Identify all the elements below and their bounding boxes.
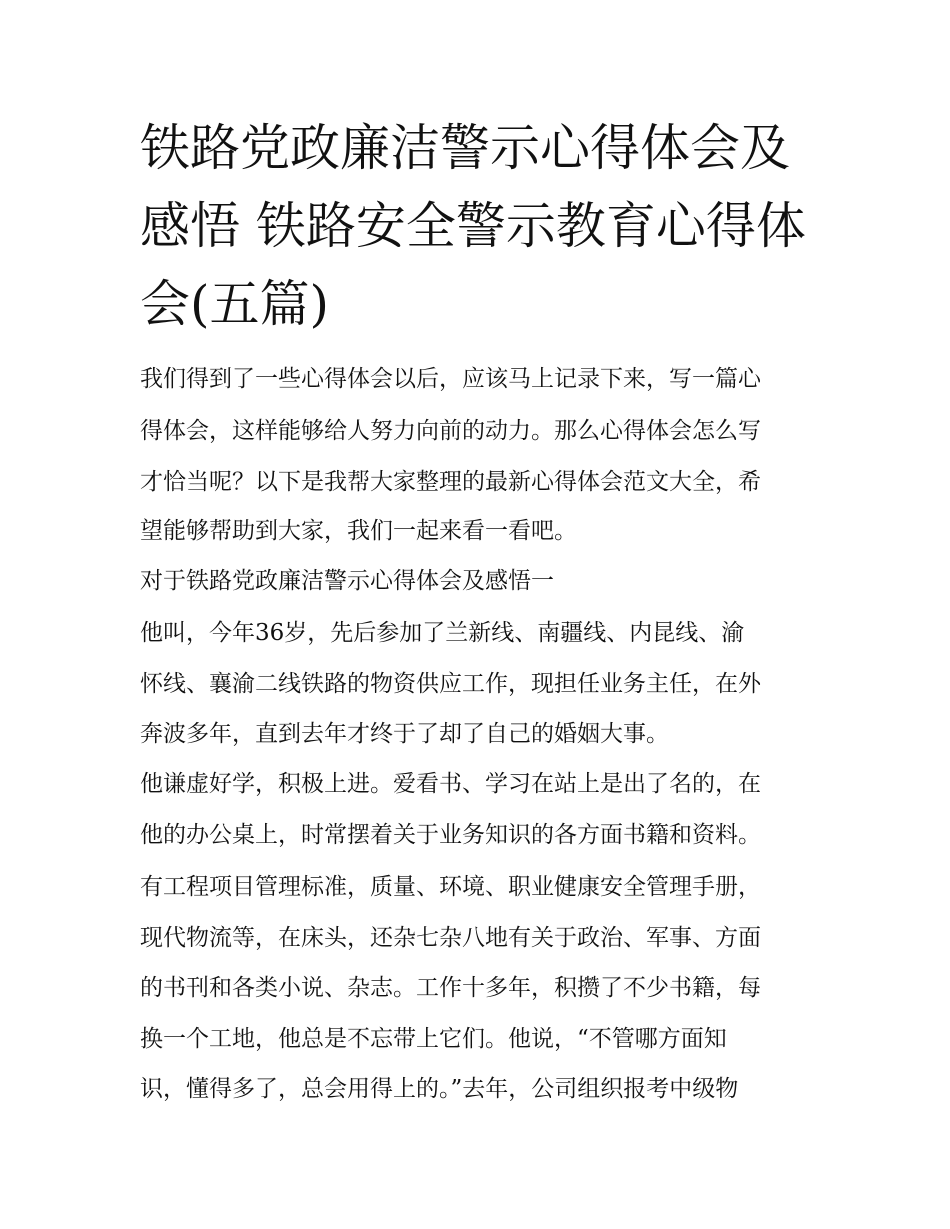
body-line: 他的办公桌上，时常摆着关于业务知识的各方面书籍和资料。 — [140, 822, 761, 848]
body-line: 的书刊和各类小说、杂志。工作十多年，积攒了不少书籍，每 — [140, 975, 761, 1001]
body-line: 换一个工地，他总是不忘带上它们。他说，“不管哪方面知 — [140, 1026, 727, 1052]
document-title-line-1: 铁路党政廉洁警示心得体会及 — [140, 119, 790, 177]
body-line: 他叫，今年36岁，先后参加了兰新线、南疆线、内昆线、渝 — [140, 620, 745, 646]
body-line: 才恰当呢？以下是我帮大家整理的最新心得体会范文大全，希 — [140, 469, 761, 495]
document-title-line-3: 会(五篇) — [140, 275, 330, 333]
body-line: 怀线、襄渝二线铁路的物资供应工作，现担任业务主任，在外 — [140, 671, 761, 697]
document-title-line-2: 感悟 铁路安全警示教育心得体 — [140, 197, 806, 255]
body-line: 望能够帮助到大家，我们一起来看一看吧。 — [140, 518, 577, 544]
body-line: 得体会，这样能够给人努力向前的动力。那么心得体会怎么写 — [140, 418, 761, 444]
body-line: 识，懂得多了，总会用得上的。”去年，公司组织报考中级物 — [140, 1076, 739, 1102]
body-line: 现代物流等，在床头，还杂七杂八地有关于政治、军事、方面 — [140, 925, 761, 951]
body-line: 奔波多年，直到去年才终于了却了自己的婚姻大事。 — [140, 721, 669, 747]
section-heading: 对于铁路党政廉洁警示心得体会及感悟一 — [140, 568, 554, 594]
body-line: 有工程项目管理标准，质量、环境、职业健康安全管理手册， — [140, 874, 761, 900]
body-line: 他谦虚好学，积极上进。爱看书、学习在站上是出了名的，在 — [140, 771, 761, 797]
body-line: 我们得到了一些心得体会以后，应该马上记录下来，写一篇心 — [140, 366, 761, 392]
